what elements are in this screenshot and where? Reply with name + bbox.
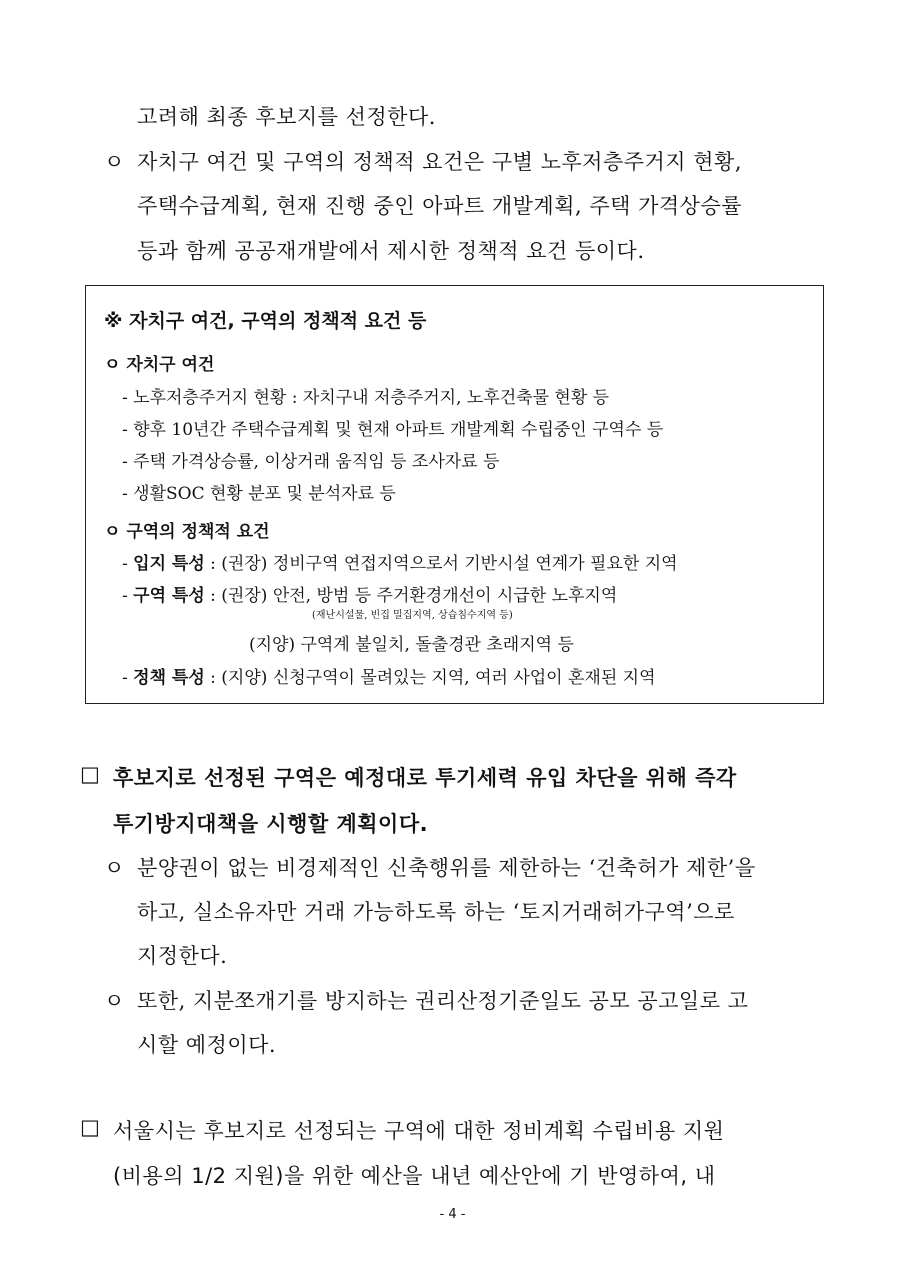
policy-text: : (지양) 신청구역이 몰려있는 지역, 여러 사업이 혼재된 지역 (210, 668, 656, 688)
zone-label: 구역 특성 (133, 586, 205, 606)
criteria-box (85, 285, 824, 704)
box-sec1-item: - 향후 10년간 주택수급계획 및 현재 아파트 개발계획 수립중인 구역수 등 (122, 420, 664, 440)
policy-row (122, 663, 656, 688)
zone-note: (재난시설물, 빈집 밀집지역, 상습침수지역 등) (312, 610, 513, 621)
zone-row (122, 581, 617, 606)
p2-line2: 투기방지대책을 시행할 계획이다. (113, 812, 429, 836)
box-sec1-item: - 생활SOC 현황 분포 및 분석자료 등 (122, 484, 396, 504)
p2-b1-line1: 분양권이 없는 비경제적인 신축행위를 제한하는 ‘건축허가 제한’을 (137, 856, 756, 880)
box-sec1-item: - 노후저층주거지 현황 : 자치구내 저층주거지, 노후건축물 현황 등 (122, 388, 610, 408)
p3-line1: 서울시는 후보지로 선정되는 구역에 대한 정비계획 수립비용 지원 (113, 1119, 725, 1143)
p1-line1: 자치구 여건 및 구역의 정책적 요건은 구별 노후저층주거지 현황, (137, 150, 743, 174)
dash: - (122, 668, 128, 688)
p1-line2: 주택수급계획, 현재 진행 중인 아파트 개발계획, 주택 가격상승률 (137, 194, 743, 218)
box-sec1-title: ㅇ 자치구 여건 (104, 355, 215, 375)
box-sec1-item: - 주택 가격상승률, 이상거래 움직임 등 조사자료 등 (122, 452, 500, 472)
loc-text: : (권장) 정비구역 연접지역으로서 기반시설 연계가 필요한 지역 (210, 554, 678, 574)
p2-b2-line2: 시할 예정이다. (137, 1033, 277, 1057)
p3-line2: (비용의 1/2 지원)을 위한 예산을 내년 예산안에 기 반영하여, 내 (113, 1164, 716, 1188)
policy-label: 정책 특성 (133, 668, 205, 688)
p2-line1: 후보지로 선정된 구역은 예정대로 투기세력 유입 차단을 위해 즉각 (113, 766, 737, 790)
dash: - (122, 554, 128, 574)
p2-b1-line2: 하고, 실소유자만 거래 가능하도록 하는 ‘토지거래허가구역’으로 (137, 900, 735, 924)
loc-row (122, 549, 678, 574)
box-sec2-title: ㅇ 구역의 정책적 요건 (104, 522, 270, 542)
zone-text2: (지양) 구역계 불일치, 돌출경관 초래지역 등 (249, 635, 574, 655)
checkbox-icon: □ (80, 762, 101, 786)
bullet-icon: ㅇ (104, 856, 125, 880)
bullet-icon: ㅇ (104, 150, 125, 174)
checkbox-icon: □ (80, 1115, 101, 1139)
loc-label: 입지 특성 (133, 554, 205, 574)
bullet-icon: ㅇ (104, 989, 125, 1013)
dash: - (122, 586, 128, 606)
p1-line3: 등과 함께 공공재개발에서 제시한 정책적 요건 등이다. (137, 239, 645, 263)
page-number: - 4 - (439, 1207, 466, 1222)
zone-text1: : (권장) 안전, 방범 등 주거환경개선이 시급한 노후지역 (210, 586, 618, 606)
p2-b1-line3: 지정한다. (137, 944, 228, 968)
p1-line0: 고려해 최종 후보지를 선정한다. (137, 105, 436, 129)
p2-b2-line1: 또한, 지분쪼개기를 방지하는 권리산정기준일도 공모 공고일로 고 (137, 989, 749, 1013)
box-title: ※ 자치구 여건, 구역의 정책적 요건 등 (104, 310, 427, 332)
